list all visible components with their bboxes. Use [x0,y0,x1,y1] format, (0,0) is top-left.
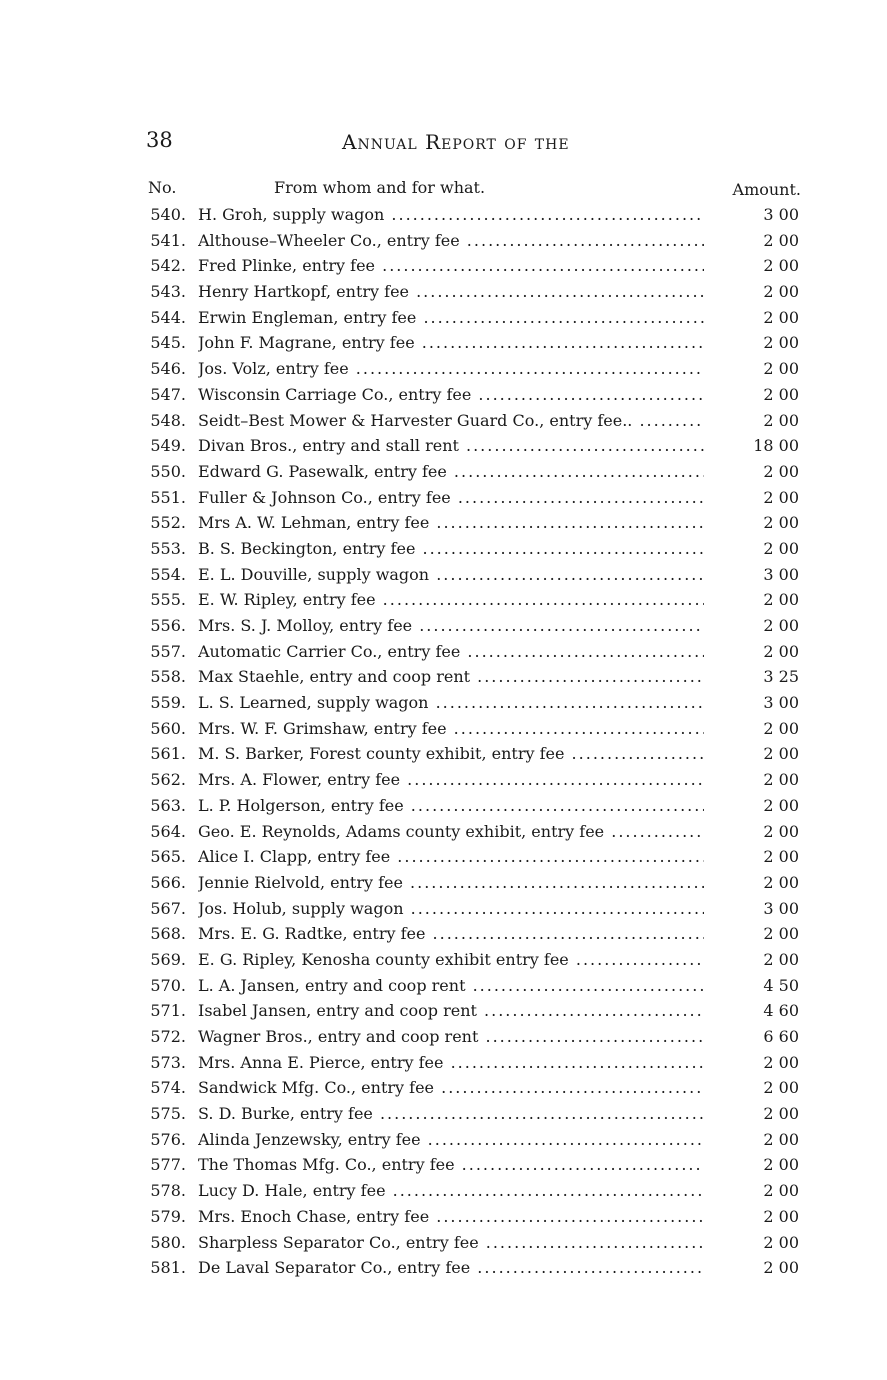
entry-description: John F. Magrane, entry fee ..... [198,330,704,356]
entry-amount: 2 00 [763,513,799,533]
page-number: 38 [146,128,173,152]
ledger-row [140,433,805,459]
entry-amount: 2 00 [763,949,799,969]
ledger-row [140,253,805,279]
entry-number: 542. [150,256,186,276]
ledger-row [140,793,805,819]
entry-number: 541. [150,230,186,250]
entry-number: 540. [150,205,186,224]
entry-number: 543. [150,282,186,302]
entry-description: Alinda Jenzewsky, entry fee ..... [198,1127,704,1153]
entry-number: 573. [150,1052,186,1072]
entry-amount: 2 00 [763,770,799,790]
entry-number: 549. [150,436,186,456]
column-header-amount: Amount. [732,180,801,199]
entry-description: Mrs. A. Flower, entry fee ..... [198,767,704,793]
entry-number: 561. [150,744,186,764]
entry-description: Mrs. Anna E. Pierce, entry fee ..... [198,1050,704,1076]
ledger-row [140,536,805,562]
entry-amount: 2 00 [763,282,799,302]
ledger-row [140,998,805,1024]
ledger-row [140,459,805,485]
entry-amount: 2 00 [763,410,799,430]
running-head: Annual Report of the [342,130,570,154]
entry-description: Henry Hartkopf, entry fee ..... [198,279,704,305]
entry-number: 576. [150,1129,186,1149]
ledger-row [140,1178,805,1204]
entry-description: The Thomas Mfg. Co., entry fee ..... [198,1152,704,1178]
entry-number: 568. [150,924,186,944]
entry-description: Sandwick Mfg. Co., entry fee ..... [198,1075,704,1101]
entry-number: 580. [150,1232,186,1252]
entry-description: De Laval Separator Co., entry fee ..... [198,1255,704,1281]
entry-amount: 2 00 [763,333,799,353]
entry-number: 553. [150,538,186,558]
entry-amount: 18 00 [753,436,799,456]
ledger-row [140,767,805,793]
entry-amount: 4 60 [763,1001,799,1021]
entry-amount: 2 00 [763,821,799,841]
entry-description: Mrs. Enoch Chase, entry fee ..... [198,1204,704,1230]
entry-description: Erwin Engleman, entry fee ..... [198,305,704,331]
entry-amount: 2 00 [763,1104,799,1124]
entry-amount: 2 00 [763,1129,799,1149]
entry-number: 579. [150,1206,186,1226]
ledger-row [140,741,805,767]
entry-amount: 3 00 [763,564,799,584]
ledger-row [140,664,805,690]
ledger-row [140,202,805,228]
entry-amount: 3 00 [763,693,799,713]
entry-number: 570. [150,975,186,995]
entry-description: B. S. Beckington, entry fee ..... [198,536,704,562]
ledger-row [140,1024,805,1050]
ledger-row [140,408,805,434]
entry-amount: 3 00 [763,205,799,224]
entry-description: Automatic Carrier Co., entry fee ..... [198,639,704,665]
ledger-row [140,1101,805,1127]
entry-description: Sharpless Separator Co., entry fee ..... [198,1230,704,1256]
entry-amount: 2 00 [763,256,799,276]
entry-description: Jos. Volz, entry fee ..... [198,356,704,382]
entry-amount: 2 00 [763,744,799,764]
entry-description: Seidt–Best Mower & Harvester Guard Co., entry fee.. ..... [198,408,704,434]
column-header-from: From whom and for what. [274,178,486,197]
entry-amount: 2 00 [763,795,799,815]
entry-number: 545. [150,333,186,353]
entry-number: 556. [150,616,186,635]
entry-description: Mrs. W. F. Grimshaw, entry fee ..... [198,716,704,742]
entry-description: Max Staehle, entry and coop rent ..... [198,664,704,690]
entry-number: 558. [150,667,186,687]
ledger-entries [140,202,805,1281]
entry-number: 555. [150,590,186,610]
entry-description: Mrs A. W. Lehman, entry fee ..... [198,510,704,536]
ledger-row [140,947,805,973]
entry-amount: 2 00 [763,872,799,892]
entry-description: S. D. Burke, entry fee ..... [198,1101,704,1127]
entry-description: Mrs. S. J. Molloy, entry fee ..... [198,613,704,639]
ledger-row [140,1204,805,1230]
ledger-row [140,1075,805,1101]
entry-number: 581. [150,1258,186,1278]
entry-amount: 3 25 [763,667,799,687]
entry-description: Edward G. Pasewalk, entry fee ..... [198,459,704,485]
entry-amount: 2 00 [763,1078,799,1098]
entry-description: Fred Plinke, entry fee ..... [198,253,704,279]
entry-number: 577. [150,1155,186,1175]
ledger-row [140,356,805,382]
ledger-row [140,587,805,613]
entry-description: Geo. E. Reynolds, Adams county exhibit, entry fee ..... [198,819,704,845]
ledger-row [140,330,805,356]
entry-amount: 2 00 [763,1155,799,1175]
ledger-row [140,1230,805,1256]
entry-description: Lucy D. Hale, entry fee ..... [198,1178,704,1204]
entry-amount: 2 00 [763,487,799,507]
entry-description: Isabel Jansen, entry and coop rent ..... [198,998,704,1024]
entry-amount: 2 00 [763,847,799,867]
entry-description: Althouse–Wheeler Co., entry fee ..... [198,228,704,254]
entry-description: Divan Bros., entry and stall rent ..... [198,433,704,459]
entry-amount: 2 00 [763,1232,799,1252]
entry-amount: 2 00 [763,384,799,404]
entry-number: 548. [150,410,186,430]
entry-description: Alice I. Clapp, entry fee ..... [198,844,704,870]
entry-description: E. W. Ripley, entry fee ..... [198,587,704,613]
ledger-row [140,1050,805,1076]
ledger-row [140,1127,805,1153]
entry-description: Wagner Bros., entry and coop rent ..... [198,1024,704,1050]
entry-number: 546. [150,359,186,379]
ledger-row [140,973,805,999]
ledger-row [140,279,805,305]
ledger-row [140,690,805,716]
entry-description: Jos. Holub, supply wagon ..... [198,896,704,922]
entry-amount: 2 00 [763,230,799,250]
ledger-row [140,485,805,511]
entry-amount: 3 00 [763,898,799,918]
entry-number: 571. [150,1001,186,1021]
ledger-row [140,228,805,254]
entry-description: L. S. Learned, supply wagon ..... [198,690,704,716]
column-headers [140,178,805,202]
entry-description: Mrs. E. G. Radtke, entry fee ..... [198,921,704,947]
entry-description: L. P. Holgerson, entry fee ..... [198,793,704,819]
entry-amount: 2 00 [763,590,799,610]
entry-number: 563. [150,795,186,815]
entry-description: M. S. Barker, Forest county exhibit, entry fee ..... [198,741,704,767]
entry-number: 575. [150,1104,186,1124]
entry-description: Fuller & Johnson Co., entry fee ..... [198,485,704,511]
entry-number: 569. [150,949,186,969]
entry-amount: 2 00 [763,718,799,738]
ledger-row [140,921,805,947]
entry-number: 578. [150,1181,186,1201]
entry-number: 550. [150,461,186,481]
entry-number: 566. [150,872,186,892]
entry-amount: 2 00 [763,461,799,481]
ledger-row [140,382,805,408]
entry-number: 560. [150,718,186,738]
entry-number: 567. [150,898,186,918]
ledger-row [140,716,805,742]
entry-number: 551. [150,487,186,507]
entry-number: 547. [150,384,186,404]
entry-amount: 2 00 [763,1052,799,1072]
ledger-row [140,896,805,922]
ledger-row [140,510,805,536]
ledger-row [140,1152,805,1178]
entry-amount: 2 00 [763,1181,799,1201]
entry-description: Jennie Rielvold, entry fee ..... [198,870,704,896]
entry-number: 562. [150,770,186,790]
entry-number: 552. [150,513,186,533]
entry-number: 565. [150,847,186,867]
ledger-row [140,1255,805,1281]
entry-number: 554. [150,564,186,584]
entry-description: E. L. Douville, supply wagon ..... [198,562,704,588]
entry-amount: 2 00 [763,359,799,379]
entry-amount: 2 00 [763,1206,799,1226]
entry-amount: 2 00 [763,641,799,661]
ledger-row [140,562,805,588]
entry-amount: 2 00 [763,924,799,944]
entry-description: L. A. Jansen, entry and coop rent ..... [198,973,704,999]
entry-number: 574. [150,1078,186,1098]
entry-description: Wisconsin Carriage Co., entry fee ..... [198,382,704,408]
entry-amount: 2 00 [763,307,799,327]
entry-number: 544. [150,307,186,327]
ledger-row [140,844,805,870]
entry-description: H. Groh, supply wagon ..... [198,202,704,228]
entry-number: 572. [150,1027,186,1046]
ledger-row [140,613,805,639]
entry-number: 564. [150,821,186,841]
entry-number: 559. [150,693,186,713]
entry-amount: 4 50 [763,975,799,995]
ledger-row [140,870,805,896]
entry-amount: 6 60 [763,1027,799,1046]
entry-description: E. G. Ripley, Kenosha county exhibit entry fee ..... [198,947,704,973]
entry-amount: 2 00 [763,616,799,635]
ledger-row [140,639,805,665]
entry-number: 557. [150,641,186,661]
ledger-row [140,305,805,331]
entry-amount: 2 00 [763,1258,799,1278]
entry-amount: 2 00 [763,538,799,558]
ledger-row [140,819,805,845]
column-header-no: No. [148,178,177,197]
